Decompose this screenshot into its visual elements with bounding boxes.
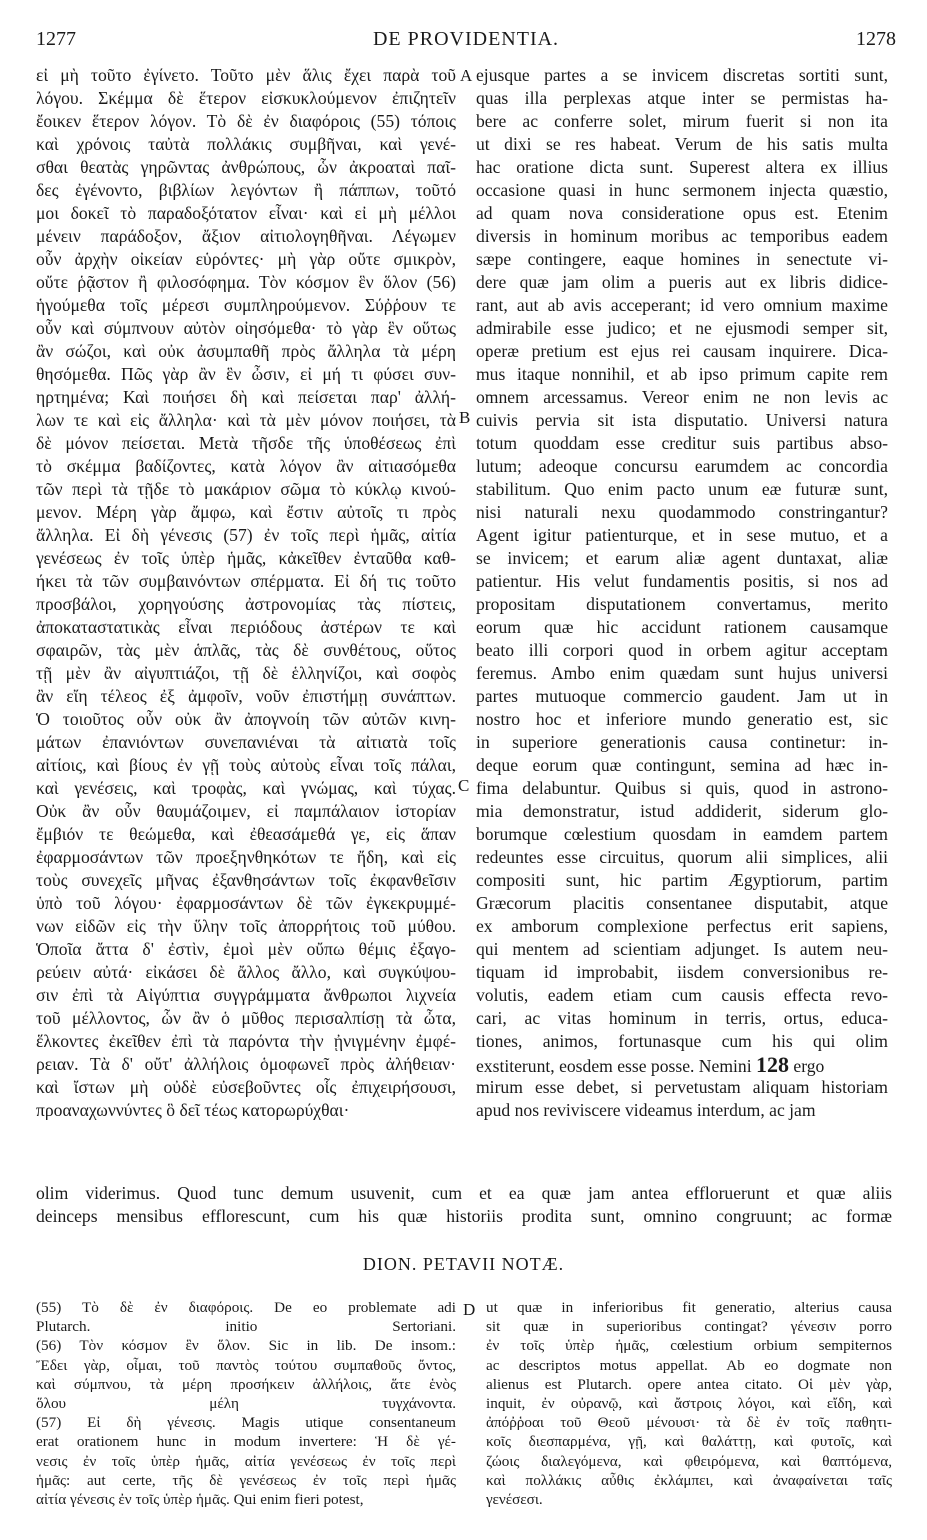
note-line: νεσις ἐν τοῖς ὑπὲρ ἡμᾶς, αἰτία γενέσεως ἐν τοῖς περὶ [36, 1452, 456, 1470]
note-line: ἡμᾶς: aut certe, τῆς δὲ γενέσεως ἐν τοῖς περὶ ἡμᾶς [36, 1471, 456, 1489]
note-line: inquit, ἐν οὐρανῷ, καὶ ἄστροις λόγοι, καὶ εἴδη, καὶ [486, 1394, 892, 1412]
note-line: ὅλου μέλη τυγχάνοντα. [36, 1394, 456, 1412]
greek-text-line: τοῦ μέλλοντος, ὧν ἂν ὁ μῦθος περισαλπίσῃ τὰ ὦτα, [36, 1008, 456, 1028]
greek-text-line: ἡγούμεθα τοῖς μέρεσι συμπληρούμενον. Σύῤῥουν τε [36, 295, 456, 315]
greek-text-line: ἄλληλα. Εἰ δὴ γένεσις (57) ἐν τοῖς περὶ ἡμᾶς, αἰτία [36, 525, 456, 545]
latin-text-line: se invicem; et earum aliæ agent duntaxat, aliæ [476, 548, 888, 568]
greek-text-line: ἂν εἴη τέλεος ἐξ ἀμφοῖν, νοῦν ἐπιστήμῃ συνάπτων. [36, 686, 456, 706]
margin-letter-c: C [458, 776, 470, 795]
latin-text-line: quas illa perplexas atque inter se permistas ha- [476, 88, 888, 108]
latin-text-line: fima delabuntur. Quibus si quis, quod in astrono- [476, 778, 888, 798]
latin-text-line: nisi naturali nexu quodammodo constringantur? [476, 502, 888, 522]
latin-text-line: bere ac conferre solet, mirum fuerit si non ita [476, 111, 888, 131]
latin-text-line: nostro hoc et inferiore mundo generatio est, sic [476, 709, 888, 729]
latin-text-line: diversis in hominum moribus ac temporibus eadem [476, 226, 888, 246]
latin-text-line: sæpe contingere, eaque homines in senectute vi- [476, 249, 888, 269]
greek-text-line: ἔοικεν ἕτερον λόγον. Τὸ δὲ ἐν διαφόροις (55) τόποις [36, 111, 456, 131]
column-marker-number: 128 [755, 1053, 789, 1076]
notes-left-column [36, 1298, 456, 1509]
latin-text-line: rant, aut ab avis acceperant; id vero omnium maxime [476, 295, 888, 315]
latin-text-line: borumque cœlestium quosdam in eamdem partem [476, 824, 888, 844]
greek-text-line: προσβάλοι, χορηγούσης ἀστρονομίας τὰς πίστεις, [36, 594, 456, 614]
latin-text-line: mia demonstratur, istud addiderit, siderum glo- [476, 801, 888, 821]
note-line: ἀπόῤῥοαι τοῦ Θεοῦ μένουσι· τὰ δὲ ἐν τοῖς παθητι- [486, 1414, 892, 1432]
note-line: κοῖς διεσπαρμένα, γῇ, καὶ θαλάττῃ, καὶ φυτοῖς, καὶ [486, 1433, 892, 1451]
latin-text-line: mirum esse debet, si pervetustam aliquam historiam [476, 1077, 888, 1097]
greek-text-line: λων τε καὶ εἰς ἄλληλα· καὶ τὰ μὲν μόνον ποιήσει, τὰ [36, 410, 456, 430]
note-line: (56) Τὸν κόσμον ἓν ὅλον. Sic in lib. De insom.: [36, 1337, 456, 1355]
latin-text-fragment: ergo [788, 1056, 825, 1076]
greek-text-line: λόγου. Σκέμμα δὲ ἕτερον εἰσκυκλούμενον ἐπιζητεῖν [36, 88, 456, 108]
greek-text-line: ἔμβιόν τε θεώμεθα, καὶ ἐθεασάμεθά γε, εἰς ἅπαν [36, 824, 456, 844]
latin-text-line: omnem arcessamus. Vereor enim ne non levis ac [476, 387, 888, 407]
greek-text-line: ἕλκοντες ἐκεῖθεν ἐπὶ τὰ παρόντα τὴν ᾐνιγμένην ἐμφέ- [36, 1031, 456, 1051]
latin-text-line: redeuntes esse circuitus, quorum alii simplices, alii [476, 847, 888, 867]
greek-text-line: μένειν παράδοξον, ἄξιον αἰτιολογηθῆναι. Λέγωμεν [36, 226, 456, 246]
note-line: erat orationem hunc in modum invertere: Ἡ δὲ γέ- [36, 1433, 456, 1451]
note-line: αἰτία γένεσις ἐν τοῖς ὑπὲρ ἡμᾶς. Qui enim fieri potest, [36, 1490, 364, 1508]
greek-text-line: καὶ γενέσεις, καὶ τροφὰς, καὶ γνώμας, καὶ τύχας. [36, 778, 456, 798]
note-line: sit quæ in superioribus contingat? γένεσιν porro [486, 1318, 892, 1336]
greek-text-line: καὶ ἴστων μὴ οὐδὲ εὐσεβοῦντες οἷς ἐπιχειρήσουσι, [36, 1077, 456, 1097]
latin-text-line: admirabile esse judico; et ne ejusmodi semper sit, [476, 318, 888, 338]
full-width-text-line: olim viderimus. Quod tunc demum usuvenit, cum et ea quæ jam antea effloruerunt et quæ aliis [36, 1183, 892, 1203]
greek-text-line: εἰ μὴ τοῦτο ἐγίνετο. Τοῦτο μὲν ἅλις ἔχει παρὰ τοῦ [36, 65, 456, 85]
latin-text-fragment: exstiterunt, eosdem esse posse. Nemini [476, 1056, 756, 1076]
greek-text-line: δὲ μόνον πείσεται. Μετὰ τῆσδε τῆς ὑποθέσεως ἐπὶ [36, 433, 456, 453]
latin-text-line: beato illi corpori quod in orbem agitur acceptam [476, 640, 888, 660]
greek-text-line: αἰτίοις, καὶ βίους ἐν γῇ τοὺς αὐτοὺς εἶναι τοῖς πάλαι, [36, 755, 456, 775]
greek-text-line: ρεύειν αὐτά· εἰκάσει δὲ ἄλλος ἄλλο, καὶ συγκύψου- [36, 962, 456, 982]
latin-text-line: hac oratione dicta sunt. Superest altera ex illius [476, 157, 888, 177]
latin-text-line: eorum quæ hic accidunt rationem causamque [476, 617, 888, 637]
latin-text-line: apud nos reviviscere videamus interdum, ac jam [476, 1100, 816, 1120]
greek-text-line: ήκει τὰ τῶν συμβαινόντων σπέρματα. Εἰ δή τις τοῦτο [36, 571, 456, 591]
latin-text-line: ex amborum complexione perfectus erit sapiens, [476, 916, 888, 936]
page-number-left: 1277 [36, 28, 76, 50]
notes-heading: DION. PETAVII NOTÆ. [362, 1254, 565, 1274]
greek-text-line: σθαι θεατὰς γηρῶντας ἀνθρώπους, ὧν ἀκροαταὶ παῖ- [36, 157, 456, 177]
greek-text-line: μάτων ἐπανιόντων συνεπανιέναι τὰ αἰτιατὰ τοῖς [36, 732, 456, 752]
greek-text-line: οὖν καὶ σύμπνουν αὐτὸν οἰησόμεθα· τὸ γὰρ ἓν οὕτως [36, 318, 456, 338]
note-line: Plutarch. initio Sertoriani. [36, 1318, 456, 1336]
note-line: (57) Εἰ δὴ γένεσις. Magis utique consentaneum [36, 1414, 456, 1432]
margin-letter-a: A [460, 66, 473, 85]
greek-text-line: θησόμεθα. Πῶς γὰρ ἂν ἓν ὦσιν, εἰ μή τι φύσει συν- [36, 364, 456, 384]
latin-text-line: cuivis pervia sit ista disputatio. Universi natura [476, 410, 888, 430]
margin-letter-b: B [459, 408, 471, 427]
greek-text-line: τῇ μὲν ἂν αἰγυπτιάζοι, τῇ δὲ ἑλληνίζοι, καὶ σοφὸς [36, 663, 456, 683]
latin-text-line: feremus. Ambo enim quædam sunt hujus universi [476, 663, 888, 683]
greek-text-line: δες ἐγένοντο, βιβλίων λεγόντων ἢ πάππων, τοῦτό [36, 180, 456, 200]
note-line: ac descriptos motus appellat. Ab eo dogmate non [486, 1356, 892, 1374]
latin-text-line: tiquam id improbabit, iisdem conversionibus re- [476, 962, 888, 982]
latin-text-line: dere quæ jam olim a pueris aut ex libris didice- [476, 272, 888, 292]
greek-text-line: ὑπὸ τοῦ λόγου· ἐφαρμοσάντων δὲ τῶν ἐγκεκρυμμέ- [36, 893, 456, 913]
note-line: καὶ πολλάκις αὖθις ἐκλάμπει, καὶ ἀναφαίνεται ταῖς [486, 1471, 892, 1489]
greek-text-line: τῶν περὶ τὰ τῇδε τὸ μακάριον σῶμα τὸ κύκλῳ κινού- [36, 479, 456, 499]
latin-text-line: qui mentem ad scientiam adjunget. Is autem neu- [476, 939, 888, 959]
latin-text-line: propositam disputationem convertamus, merito [476, 594, 888, 614]
greek-text-line: γενέσεως ἐν τοῖς ὑπὲρ ἡμᾶς, κἀκεῖθεν ἐνταῦθα καθ- [36, 548, 456, 568]
running-title: DE PROVIDENTIA. [372, 28, 560, 50]
notes-right-column [486, 1298, 892, 1509]
greek-text-line: νων εἰδῶν εἰς τὴν ὕλην τοῖς ἀπορρήτοις τοῦ μύθου. [36, 916, 456, 936]
note-line: (55) Τὸ δὲ ἐν διαφόροις. De eo problemate adi [36, 1299, 456, 1316]
latin-text-line: mus itaque nonnihil, et ab ipso primum capite rem [476, 364, 888, 384]
note-line: γενέσεσι. [486, 1490, 543, 1508]
note-line: καὶ σύμπνου, τὰ μέρη προσήκειν ἀλλήλοις, ἅτε ἑνὸς [36, 1375, 456, 1393]
latin-text-line: occasione quasi in hunc sermonem injecta quæstio, [476, 180, 888, 200]
latin-text-line: totum quoddam esse creditur suis partibus abso- [476, 433, 888, 453]
greek-text-column [36, 64, 456, 1122]
greek-text-line: οὔτε ῥᾷστον ἢ φιλοσόφημα. Τὸν κόσμον ἓν ὅλον (56) [36, 272, 456, 292]
running-header [36, 28, 896, 58]
latin-text-line: cari, ac vitas hominum in terris, ortus, educa- [476, 1008, 888, 1028]
latin-text-line: compositi sunt, hic partim Ægyptiorum, partim [476, 870, 888, 890]
latin-text-line: ejusque partes a se invicem discretas sortiti sunt, [476, 65, 888, 85]
greek-text-line: Ὁποῖα ἄττα δ' ἐστὶν, ἐμοὶ μὲν οὔπω θέμις ἐξαγο- [36, 939, 456, 959]
greek-text-line: Οὐκ ἂν οὖν θαυμάζοιμεν, εἰ παμπάλαιον ἱστορίαν [36, 801, 456, 821]
greek-text-line: ἀποκαταστατικὰς εἶναι περιόδους ἀστέρων τε καὶ [36, 617, 456, 637]
margin-letter-d: D [463, 1300, 476, 1319]
latin-text-line: stabilitum. Quo enim pacto unum eæ futuræ sunt, [476, 479, 888, 499]
note-line: alienus est Plutarch. opere antea citato. Οἱ μὲν γὰρ, [486, 1375, 892, 1393]
greek-text-line: μοι δοκεῖ τὸ παραδοξότατον εἶναι· καὶ εἰ μὴ μέλλοι [36, 203, 456, 223]
latin-text-line: in superiore generationis causa continetur: in- [476, 732, 888, 752]
latin-text-line: ut dixi se res habeat. Verum de his satis multa [476, 134, 888, 154]
latin-text-line: tiones, animos, fortunasque cum his qui olim [476, 1031, 888, 1051]
latin-text-line: Græcorum placitis consentanee disputabit, atque [476, 893, 888, 913]
latin-text-line: volutis, eadem etiam cum causis effecta revo- [476, 985, 888, 1005]
page-number-right: 1278 [856, 28, 896, 50]
greek-text-line: τοὺς συνεχεῖς μῆνας ἐξανθησάντων τοῖς ἐκφανθεῖσιν [36, 870, 456, 890]
greek-text-line: ρειαν. Τὰ δ' οὔτ' ἀλλήλοις ὁμοφωνεῖ πρὸς ἀλήθειαν· [36, 1054, 456, 1074]
full-width-text-line: deinceps mensibus efflorescunt, cum his quæ historiis prodita sunt, omnino congruunt; ac formæ [36, 1206, 892, 1226]
greek-text-line: οὖν ἀρχὴν οἰκείαν εὑρόντες· μὴ γὰρ οὔτε σμικρὸν, [36, 249, 456, 269]
greek-text-line: ἐφαρμοσάντων τῶν προεξηνθηκότων τε ἤδη, καὶ εἰς [36, 847, 456, 867]
full-width-latin-text [36, 1182, 892, 1228]
note-line: ἐν τοῖς ὑπὲρ ἡμᾶς, cœlestium orbium sempiternos [486, 1337, 892, 1355]
latin-text-column [476, 64, 888, 1122]
latin-text-line: partes mutuoque commercio gaudent. Jam ut in [476, 686, 888, 706]
greek-text-line: μενον. Μέρη γὰρ ἄμφω, καὶ ἔστιν αὐτοῖς τι πρὸς [36, 502, 456, 522]
greek-text-line: σφαιρῶν, τὰς μὲν ἁπλᾶς, τὰς δὲ συνθέτους, οὕτος [36, 640, 456, 660]
greek-text-line: σιν ἐπὶ τὰ Αἰγύπτια συγγράμματα ἄνθρωποι λιχνεία [36, 985, 456, 1005]
greek-text-line: προαναχωννύντες ὃ δεῖ τέως κατορωρύχθαι· [36, 1100, 350, 1120]
greek-text-line: ηρτημένα; Καὶ ποιήσει δὴ καὶ πείσεται παρ' ἀλλή- [36, 387, 456, 407]
latin-text-line: ad quam nova consideratione opus est. Etenim [476, 203, 888, 223]
latin-text-line: deque eorum quæ contingunt, semina ad hæc in- [476, 755, 888, 775]
note-line: ζώοις διαλεγόμενα, καὶ φθειρόμενα, καὶ θαπτόμενα, [486, 1452, 892, 1470]
latin-text-line: lutum; adeoque concursu earumdem ac concordia [476, 456, 888, 476]
greek-text-line: ἂν σώζοι, καὶ οὐκ ἀσυμπαθῆ πρὸς ἄλληλα τὰ μέρη [36, 341, 456, 361]
note-line: Ἔδει γὰρ, οἶμαι, τοῦ παντὸς τούτου συμπαθοῦς ὄντος, [36, 1356, 456, 1374]
greek-text-line: τὸ σκέμμα βαδίζοντες, κατὰ λόγον ἂν αἰτιασόμεθα [36, 456, 456, 476]
note-line: ut quæ in inferioribus fit generatio, alterius causa [486, 1299, 892, 1316]
latin-text-line: operæ pretium est ejus rei causam inquirere. Dica- [476, 341, 888, 361]
latin-text-line: patientur. His velut fundamentis positis, si nos ad [476, 571, 888, 591]
greek-text-line: Ὁ τοιοῦτος οὖν οὐκ ἂν ἀπογνοίη τῶν αὐτῶν κινη- [36, 709, 456, 729]
latin-text-line: Agent igitur patienturque, et in sese mutuo, et a [476, 525, 888, 545]
greek-text-line: καὶ χρόνοις ταὐτὰ πολλάκις συμβῆναι, καὶ γενέ- [36, 134, 456, 154]
latin-text-line [476, 1053, 888, 1076]
